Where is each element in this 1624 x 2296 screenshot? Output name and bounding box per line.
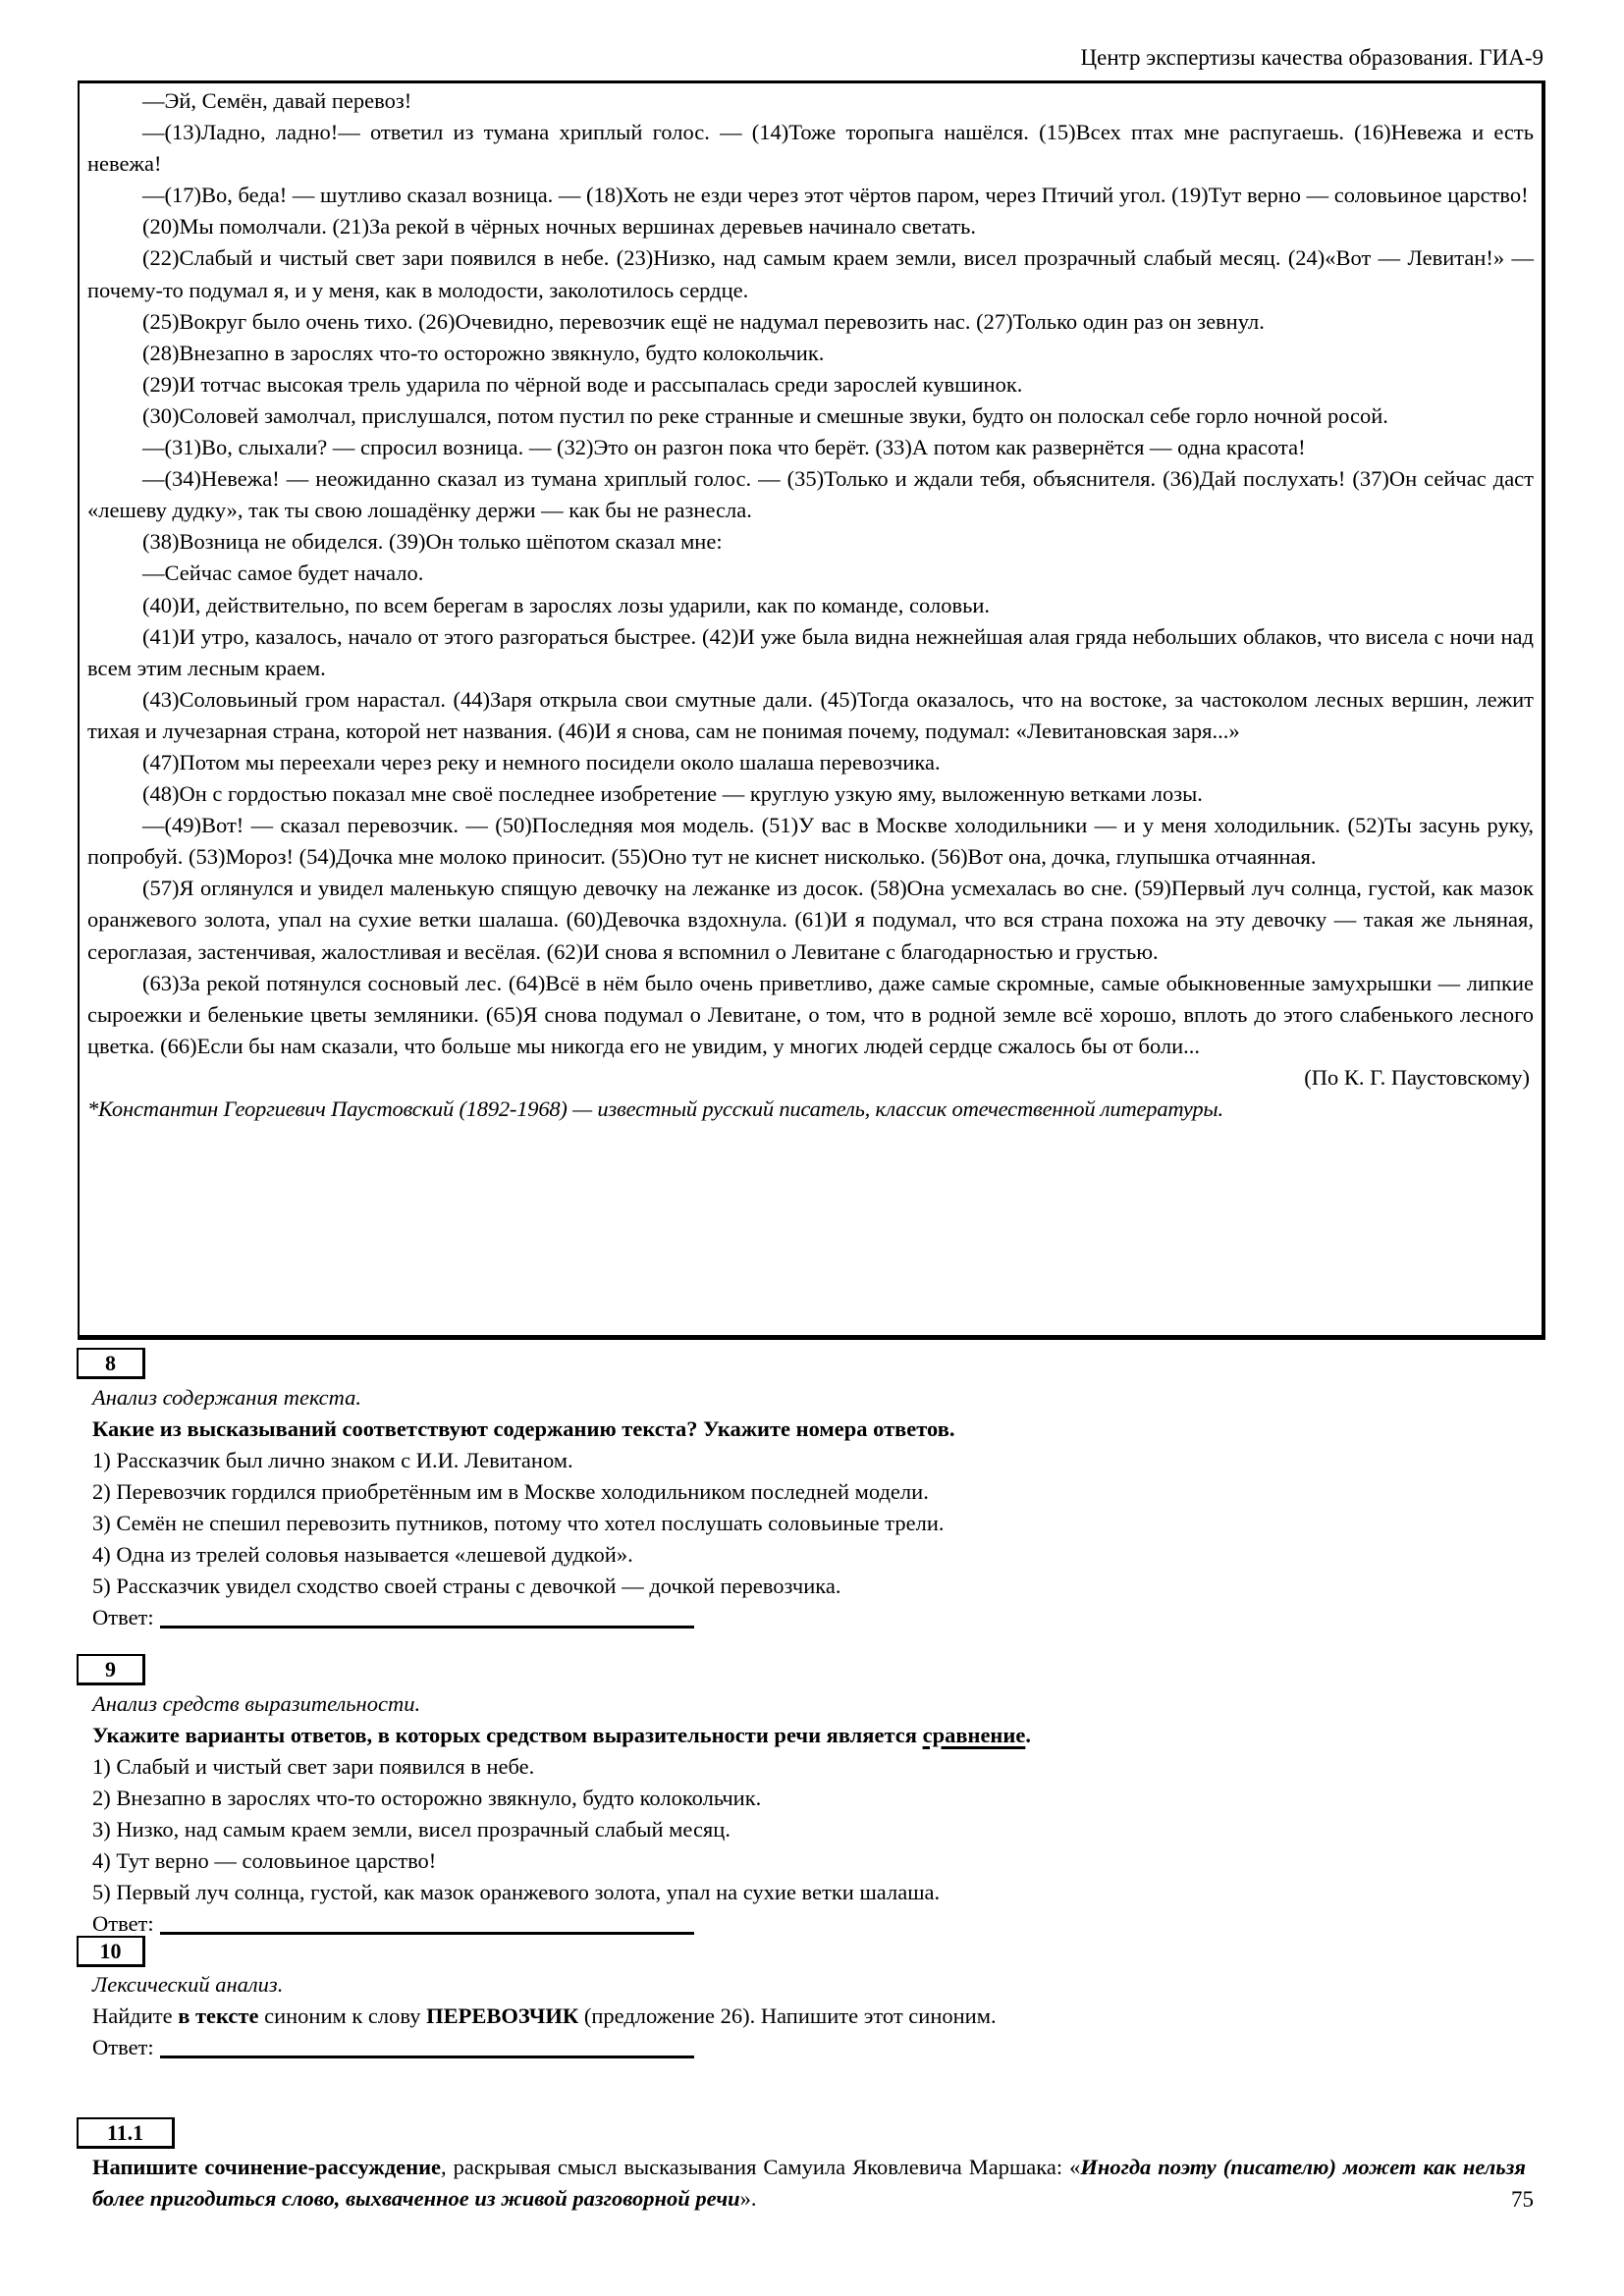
question-9-task [92,1720,1545,1751]
passage-paragraph: (22)Слабый и чистый свет зари появился в небе. (23)Низко, над самым краем земли, висел прозрачный слабый месяц. (24)«Вот — Левитан!» — почему-то подумал я, и у меня, как в молодости, заколотилось сердце. [87,245,1534,302]
question-number-8: 8 [77,1348,145,1379]
passage-paragraph: (47)Потом мы переехали через реку и немного посидели около шалаша перевозчика. [142,749,941,774]
question-10-task-text: Найдите [92,2003,179,2028]
answer-option: 5) Рассказчик увидел сходство своей страны с девочкой — дочкой перевозчика. [92,1574,841,1598]
question-10-task-text: (предложение 26). Напишите этот синоним. [578,2003,997,2028]
question-9-task-text: Укажите варианты ответов, в которых средством выразительности речи является [92,1723,923,1747]
answer-label: Ответ: [92,1911,154,1936]
answer-option: 2) Перевозчик гордился приобретённым им в Москве холодильником последней модели. [92,1479,929,1504]
question-11-1-quote: Иногда поэту (писателю) может как нельзя более пригодиться слово, выхваченное из живой разговорной речи [92,2155,1526,2211]
passage-paragraph: (41)И утро, казалось, начало от этого разгораться быстрее. (42)И уже была видна нежнейшая алая гряда небольших облаков, что висела с ночи над всем этим лесным краем. [87,623,1534,680]
passage-paragraph: (63)За рекой потянулся сосновый лес. (64)Всё в нём было очень приветливо, даже самые скромные, самые обыкновенные замухрышки — липкие сыроежки и беленькие цветы земляники. (65)Я снова подумал о Левитане, о том, что в родной земле всё хорошо, вплоть до этого слабенького лесного цветка. (66)Если бы нам сказали, что больше мы никогда его не увидим, у многих людей сердце сжалось бы от боли... [87,970,1534,1058]
answer-label: Ответ: [92,1605,154,1629]
question-11-1-task-end: ». [739,2186,757,2211]
question-9-answer-field[interactable] [160,1932,694,1935]
passage-paragraph: —Эй, Семён, давай перевоз! [142,88,412,113]
question-10-answer-field[interactable] [160,2056,694,2058]
question-9-options [92,1751,1545,1908]
passage-paragraph: (29)И тотчас высокая трель ударила по чёрной воде и рассыпалась среди зарослей кувшинок. [142,371,1023,397]
answer-option: 3) Семён не спешил перевозить путников, потому что хотел послушать соловьиные трели. [92,1511,945,1535]
passage-paragraph: (38)Возница не обиделся. (39)Он только шёпотом сказал мне: [142,529,723,555]
question-9-task-keyword: сравнение [922,1723,1026,1747]
passage-paragraph: (30)Соловей замолчал, прислушался, потом пустил по реке странные и смешные звуки, будто он полоскал себе горло ночной росой. [142,402,1388,428]
answer-label: Ответ: [92,2035,154,2059]
question-11-1-task [92,2152,1526,2215]
passage-paragraphs [87,85,1534,1062]
passage-paragraph: (25)Вокруг было очень тихо. (26)Очевидно, перевозчик ещё не надумал перевозить нас. (27)Только один раз он зевнул. [142,308,1265,334]
question-number-9: 9 [77,1654,145,1685]
page-number: 75 [1511,2187,1534,2212]
passage-paragraph: —Сейчас самое будет начало. [142,561,424,586]
passage-paragraph: —(34)Невежа! — неожиданно сказал из тумана хриплый голос. — (35)Только и ждали тебя, объяснителя. (36)Дай послухать! (37)Он сейчас даст «лешеву дудку», так ты свою лошадёнку держи — как бы не разнесла. [87,466,1534,523]
passage-paragraph: (57)Я оглянулся и увидел маленькую спящую девочку на лежанке из досок. (58)Она усмехалась во сне. (59)Первый луч солнца, густой, как мазок оранжевого золота, упал на сухие ветки шалаша. (60)Девочка вздохнула. (61)И я подумал, что вся страна похожа на эту девочку — такая же льняная, сероглазая, застенчивая, жалостливая и весёлая. (62)И снова я вспомнил о Левитане с благодарностью и грустью. [87,876,1534,964]
passage-paragraph: (43)Соловьиный гром нарастал. (44)Заря открыла свои смутные дали. (45)Тогда оказалось, что на востоке, за частоколом лесных вершин, лежит тихая и лучезарная страна, которой нет названия. (46)И я снова, сам не понимая почему, подумал: «Левитановская заря...» [87,686,1534,743]
question-9-task-end: . [1025,1723,1031,1747]
question-8-task: Какие из высказываний соответствуют содержанию текста? Укажите номера ответов. [92,1416,955,1441]
answer-option: 2) Внезапно в зарослях что-то осторожно звякнуло, будто колокольчик. [92,1786,762,1810]
passage-paragraph: —(49)Вот! — сказал перевозчик. — (50)Последняя моя модель. (51)У вас в Москве холодильники — и у меня холодильник. (52)Ты засунь руку, попробуй. (53)Мороз! (54)Дочка мне молоко приносит. (55)Оно тут не киснет нисколько. (56)Вот она, дочка, глупышка отчаянная. [87,813,1534,870]
question-10-task-keyword: ПЕРЕВОЗЧИК [426,2003,579,2028]
reading-passage [78,80,1545,1340]
question-8-options [92,1445,1545,1602]
question-8-title: Анализ содержания текста. [92,1385,361,1410]
question-10-task [92,2001,1545,2032]
question-9-title: Анализ средств выразительности. [92,1691,421,1716]
question-8 [92,1382,1545,1633]
question-number-11-1: 11.1 [77,2117,175,2149]
question-8-answer-field[interactable] [160,1626,694,1629]
answer-option: 5) Первый луч солнца, густой, как мазок оранжевого золота, упал на сухие ветки шалаша. [92,1880,941,1904]
author-footnote: *Константин Георгиевич Паустовский (1892-1968) — известный русский писатель, классик отечественной литературы. [87,1096,1223,1121]
question-11-1-task-emphasis: Напишите сочинение-рассуждение [92,2155,442,2179]
question-11-1 [92,2152,1526,2215]
passage-paragraph: —(17)Во, беда! — шутливо сказал возница. — (18)Хоть не езди через этот чёртов паром, через Птичий угол. (19)Тут верно — соловьиное царство! [142,183,1529,208]
page-header: Центр экспертизы качества образования. ГИА-9 [1080,45,1543,70]
passage-paragraph: (40)И, действительно, по всем берегам в зарослях лозы ударили, как по команде, соловьи. [142,592,990,617]
question-9 [92,1688,1545,1940]
question-10-task-text: синоним к слову [258,2003,427,2028]
passage-paragraph: —(31)Во, слыхали? — спросил возница. — (32)Это он разгон пока что берёт. (33)А потом как развернётся — одна красота! [142,435,1306,460]
passage-paragraph: (28)Внезапно в зарослях что-то осторожно звякнуло, будто колокольчик. [142,340,825,365]
question-9-answer-row [92,1908,1545,1940]
question-10-title: Лексический анализ. [92,1972,284,1997]
answer-option: 4) Одна из трелей соловья называется «лешевой дудкой». [92,1542,633,1567]
passage-paragraph: (20)Мы помолчали. (21)За рекой в чёрных ночных вершинах деревьев начинало светать. [142,214,977,240]
passage-source: (По К. Г. Паустовскому) [1304,1064,1530,1090]
answer-option: 4) Тут верно — соловьиное царство! [92,1848,437,1873]
question-10-task-emphasis: в тексте [178,2003,259,2028]
question-10 [92,1969,1545,2063]
question-number-10: 10 [77,1936,145,1967]
question-11-1-task-text: , раскрывая смысл высказывания Самуила Яковлевича Маршака: « [441,2155,1081,2179]
question-10-answer-row [92,2032,1545,2063]
passage-paragraph: —(13)Ладно, ладно!— ответил из тумана хриплый голос. — (14)Тоже торопыга нашёлся. (15)Всех птах мне распугаешь. (16)Невежа и есть невежа! [87,120,1534,177]
question-8-answer-row [92,1602,1545,1633]
passage-paragraph: (48)Он с гордостью показал мне своё последнее изобретение — круглую узкую яму, выложенную ветками лозы. [142,781,1203,807]
answer-option: 3) Низко, над самым краем земли, висел прозрачный слабый месяц. [92,1817,731,1842]
answer-option: 1) Слабый и чистый свет зари появился в небе. [92,1754,535,1779]
answer-option: 1) Рассказчик был лично знаком с И.И. Левитаном. [92,1448,573,1472]
